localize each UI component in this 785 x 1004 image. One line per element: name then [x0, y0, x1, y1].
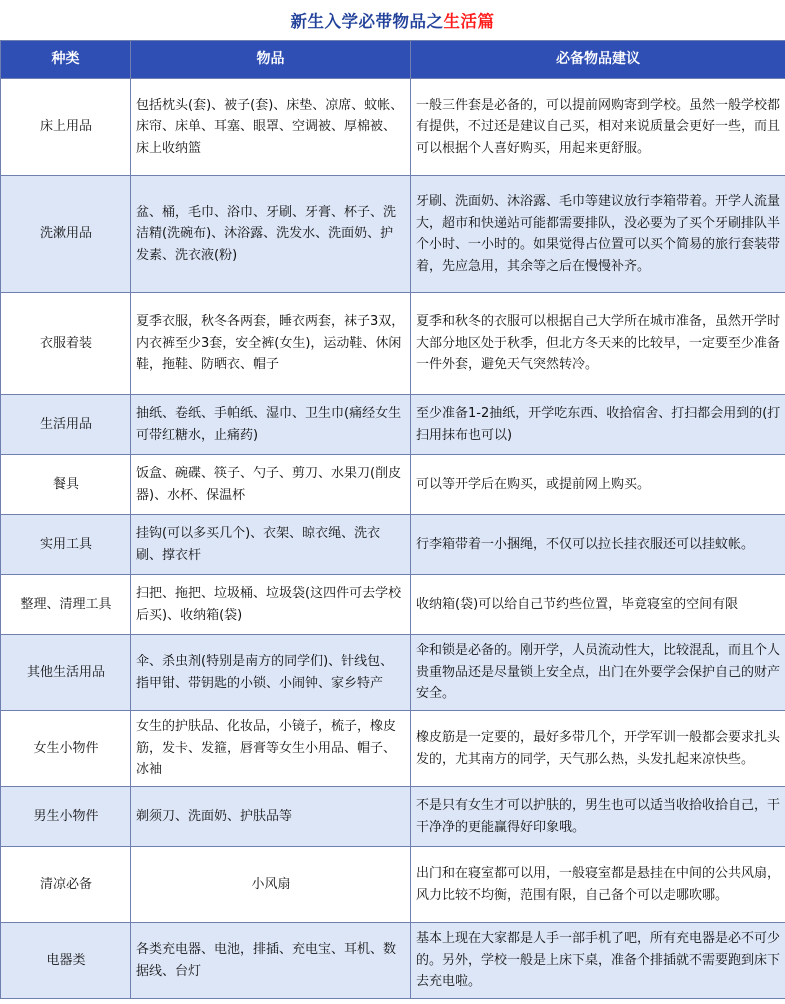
row-category: 女生小物件 [1, 711, 131, 787]
row-category: 其他生活用品 [1, 635, 131, 711]
row-category: 清凉必备 [1, 847, 131, 923]
row-advice: 不是只有女生才可以护肤的，男生也可以适当收拾收拾自己，干干净净的更能赢得好印象哦。 [411, 787, 785, 847]
row-category: 电器类 [1, 923, 131, 999]
row-items: 包括枕头(套)、被子(套)、床垫、凉席、蚊帐、床帘、床单、耳塞、眼罩、空调被、厚棉被、床上收纳篮 [131, 79, 411, 176]
page-title-main: 新生入学必带物品之 [290, 12, 444, 31]
header-category: 种类 [1, 41, 131, 79]
page-title-highlight: 生活篇 [443, 12, 495, 31]
header-advice: 必备物品建议 [411, 41, 785, 79]
row-advice: 基本上现在大家都是人手一部手机了吧，所有充电器是必不可少的。另外，学校一般是上床下桌，准备个排插就不需要跑到床下去充电啦。 [411, 923, 785, 999]
row-category: 床上用品 [1, 79, 131, 176]
row-items: 小风扇 [131, 847, 411, 923]
row-category: 衣服着装 [1, 293, 131, 395]
table-row [1, 176, 785, 293]
table-header-row [1, 41, 785, 79]
row-items: 女生的护肤品、化妆品，小镜子，梳子，橡皮筋，发卡、发箍，唇膏等女生小用品、帽子、冰袖 [131, 711, 411, 787]
row-advice: 出门和在寝室都可以用，一般寝室都是悬挂在中间的公共风扇，风力比较不均衡，范围有限，自己备个可以走哪吹哪。 [411, 847, 785, 923]
row-advice: 橡皮筋是一定要的，最好多带几个，开学军训一般都会要求扎头发的，尤其南方的同学，天气那么热，头发扎起来凉快些。 [411, 711, 785, 787]
table-row [1, 515, 785, 575]
table-row [1, 787, 785, 847]
row-advice: 牙刷、洗面奶、沐浴露、毛巾等建议放行李箱带着。开学人流量大，超市和快递站可能都需要排队，没必要为了买个牙刷排队半个小时、一小时的。如果觉得占位置可以买个简易的旅行套装带着，先应急用，其余等之后在慢慢补齐。 [411, 176, 785, 293]
row-advice: 至少准备1-2抽纸，开学吃东西、收拾宿舍、打扫都会用到的(打扫用抹布也可以) [411, 395, 785, 455]
row-items: 剃须刀、洗面奶、护肤品等 [131, 787, 411, 847]
row-category: 整理、清理工具 [1, 575, 131, 635]
row-advice: 伞和锁是必备的。刚开学，人员流动性大，比较混乱，而且个人贵重物品还是尽量锁上安全点，出门在外要学会保护自己的财产安全。 [411, 635, 785, 711]
row-items: 盆、桶，毛巾、浴巾、牙刷、牙膏、杯子、洗洁精(洗碗布)、沐浴露、洗发水、洗面奶、护发素、洗衣液(粉) [131, 176, 411, 293]
table-row [1, 293, 785, 395]
table-row [1, 847, 785, 923]
row-category: 洗漱用品 [1, 176, 131, 293]
supplies-table [0, 40, 785, 999]
row-category: 实用工具 [1, 515, 131, 575]
row-advice: 行李箱带着一小捆绳，不仅可以拉长挂衣服还可以挂蚊帐。 [411, 515, 785, 575]
page-title [0, 0, 785, 40]
row-category: 生活用品 [1, 395, 131, 455]
row-advice: 夏季和秋冬的衣服可以根据自己大学所在城市准备，虽然开学时大部分地区处于秋季，但北方冬天来的比较早，一定要至少准备一件外套，避免天气突然转冷。 [411, 293, 785, 395]
row-items: 夏季衣服，秋冬各两套，睡衣两套，袜子3双，内衣裤至少3套，安全裤(女生)，运动鞋、休闲鞋，拖鞋、防晒衣、帽子 [131, 293, 411, 395]
row-items: 伞、杀虫剂(特别是南方的同学们)、针线包、指甲钳、带钥匙的小锁、小闹钟、家乡特产 [131, 635, 411, 711]
row-items: 抽纸、卷纸、手帕纸、湿巾、卫生巾(痛经女生可带红糖水，止痛药) [131, 395, 411, 455]
row-advice: 收纳箱(袋)可以给自己节约些位置，毕竟寝室的空间有限 [411, 575, 785, 635]
row-advice: 可以等开学后在购买，或提前网上购买。 [411, 455, 785, 515]
row-items: 各类充电器、电池，排插、充电宝、耳机、数据线、台灯 [131, 923, 411, 999]
row-items: 饭盒、碗碟、筷子、勺子、剪刀、水果刀(削皮器)、水杯、保温杯 [131, 455, 411, 515]
table-row [1, 395, 785, 455]
row-category: 餐具 [1, 455, 131, 515]
row-items: 挂钩(可以多买几个)、衣架、晾衣绳、洗衣刷、撑衣杆 [131, 515, 411, 575]
table-row [1, 455, 785, 515]
table-row [1, 923, 785, 999]
row-category: 男生小物件 [1, 787, 131, 847]
table-row [1, 711, 785, 787]
table-row [1, 79, 785, 176]
table-row [1, 635, 785, 711]
table-row [1, 575, 785, 635]
header-items: 物品 [131, 41, 411, 79]
row-items: 扫把、拖把、垃圾桶、垃圾袋(这四件可去学校后买)、收纳箱(袋) [131, 575, 411, 635]
row-advice: 一般三件套是必备的，可以提前网购寄到学校。虽然一般学校都有提供，不过还是建议自己买，相对来说质量会更好一些，而且可以根据个人喜好购买，用起来更舒服。 [411, 79, 785, 176]
